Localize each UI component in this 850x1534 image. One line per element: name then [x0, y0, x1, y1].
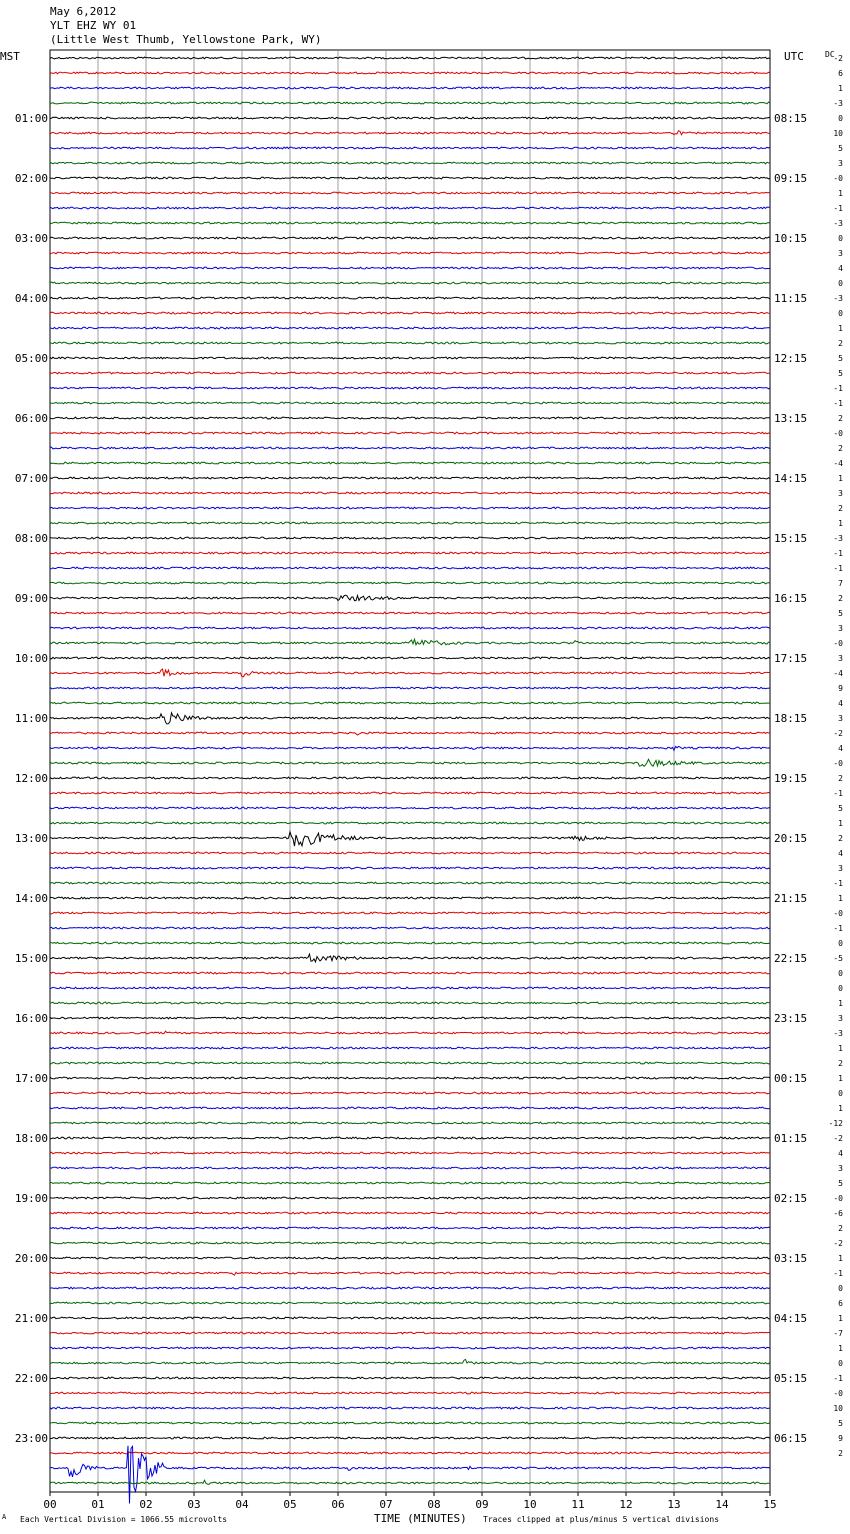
hour-label-left: 19:00: [14, 1192, 48, 1205]
trace-row: [50, 507, 770, 509]
hour-label-right: 22:15: [774, 952, 808, 965]
dc-offset-label: 5: [838, 1419, 843, 1428]
dc-offset-label: 0: [838, 984, 843, 993]
trace-row: [50, 87, 770, 89]
trace-row: [50, 1317, 770, 1319]
dc-offset-label: 3: [838, 489, 843, 498]
dc-offset-label: 1: [838, 1074, 843, 1083]
dc-offset-label: 0: [838, 309, 843, 318]
dc-offset-label: -2: [833, 54, 843, 63]
dc-offset-label: -0: [833, 909, 843, 918]
hour-label-left: 03:00: [14, 232, 48, 245]
dc-offset-label: -1: [833, 384, 843, 393]
header-location: (Little West Thumb, Yellowstone Park, WY): [50, 33, 322, 46]
x-tick-label: 13: [667, 1498, 681, 1511]
dc-offset-label: 3: [838, 159, 843, 168]
trace-row: [50, 942, 770, 944]
trace-row: [50, 102, 770, 104]
trace-row: [50, 713, 770, 724]
dc-offset-label: -6: [833, 1209, 843, 1218]
dc-offset-label: 0: [838, 1359, 843, 1368]
x-tick-label: 03: [187, 1498, 201, 1511]
x-tick-label: 11: [571, 1498, 585, 1511]
corner-mark: A: [2, 1513, 7, 1521]
dc-offset-label: 0: [838, 969, 843, 978]
trace-row: [50, 1407, 770, 1409]
dc-offset-label: 2: [838, 339, 843, 348]
trace-row: [50, 131, 770, 135]
dc-offset-label: 7: [838, 579, 843, 588]
x-tick-label: 10: [523, 1498, 537, 1511]
trace-row: [50, 1242, 770, 1244]
dc-offset-label: -3: [833, 99, 843, 108]
dc-offset-label: -2: [833, 1239, 843, 1248]
trace-row: [50, 1437, 770, 1439]
trace-row: [50, 792, 770, 794]
trace-row: [50, 1287, 770, 1289]
x-tick-label: 09: [475, 1498, 489, 1511]
trace-row: [50, 357, 770, 359]
dc-offset-label: 2: [838, 1449, 843, 1458]
x-tick-label: 05: [283, 1498, 297, 1511]
dc-offset-label: 5: [838, 1179, 843, 1188]
scale-note: Each Vertical Division = 1066.55 microvolts: [20, 1515, 228, 1524]
hour-label-left: 09:00: [14, 592, 48, 605]
hour-label-left: 21:00: [14, 1312, 48, 1325]
trace-row: [50, 1077, 770, 1079]
hour-label-left: 01:00: [14, 112, 48, 125]
dc-offset-label: -1: [833, 1374, 843, 1383]
trace-row: [50, 207, 770, 209]
dc-offset-label: -1: [833, 399, 843, 408]
x-tick-label: 04: [235, 1498, 249, 1511]
trace-row: [50, 1167, 770, 1169]
dc-offset-label: 5: [838, 369, 843, 378]
hour-label-left: 07:00: [14, 472, 48, 485]
dc-offset-label: 0: [838, 234, 843, 243]
dc-offset-label: -1: [833, 549, 843, 558]
dc-offset-label: -2: [833, 729, 843, 738]
hour-label-right: 06:15: [774, 1432, 808, 1445]
dc-offset-label: 0: [838, 279, 843, 288]
trace-row: [50, 777, 770, 779]
dc-offset-label: 2: [838, 504, 843, 513]
trace-row: [50, 1359, 770, 1364]
trace-row: [50, 627, 770, 629]
dc-offset-label: 9: [838, 684, 843, 693]
hour-label-right: 21:15: [774, 892, 808, 905]
hour-label-right: 13:15: [774, 412, 808, 425]
hour-label-left: 06:00: [14, 412, 48, 425]
dc-offset-label: -0: [833, 1389, 843, 1398]
dc-offset-label: 1: [838, 1044, 843, 1053]
trace-row: [50, 1392, 770, 1394]
trace-row: [50, 252, 770, 254]
dc-offset-label: -12: [828, 1119, 843, 1128]
hour-label-right: 09:15: [774, 172, 808, 185]
x-axis-label: TIME (MINUTES): [374, 1512, 467, 1525]
trace-row: [50, 1031, 770, 1034]
hour-label-right: 02:15: [774, 1192, 808, 1205]
left-timezone-label: MST: [0, 50, 20, 63]
trace-row: [50, 1446, 770, 1504]
dc-offset-label: -2: [833, 1134, 843, 1143]
dc-offset-label: 3: [838, 1014, 843, 1023]
hour-label-left: 14:00: [14, 892, 48, 905]
hour-label-right: 00:15: [774, 1072, 808, 1085]
hour-label-right: 08:15: [774, 112, 808, 125]
hour-label-right: 12:15: [774, 352, 808, 365]
dc-offset-label: 4: [838, 264, 843, 273]
trace-row: [50, 432, 770, 434]
dc-offset-label: 6: [838, 1299, 843, 1308]
x-tick-label: 07: [379, 1498, 393, 1511]
x-tick-label: 01: [91, 1498, 105, 1511]
trace-row: [50, 312, 770, 314]
dc-offset-label: 2: [838, 594, 843, 603]
trace-row: [50, 522, 770, 524]
dc-offset-label: 1: [838, 1104, 843, 1113]
trace-row: [50, 282, 770, 284]
hour-label-left: 04:00: [14, 292, 48, 305]
trace-row: [50, 1137, 770, 1139]
dc-offset-label: 3: [838, 714, 843, 723]
hour-label-left: 10:00: [14, 652, 48, 665]
trace-row: [50, 972, 770, 974]
trace-row: [50, 492, 770, 494]
dc-offset-label: 1: [838, 1254, 843, 1263]
trace-row: [50, 537, 770, 539]
dc-offset-label: -1: [833, 924, 843, 933]
trace-row: [50, 1122, 770, 1124]
trace-row: [50, 552, 770, 554]
trace-row: [50, 1377, 770, 1379]
trace-row: [50, 177, 770, 179]
hour-label-right: 14:15: [774, 472, 808, 485]
dc-offset-label: 3: [838, 654, 843, 663]
trace-row: [50, 117, 770, 119]
trace-row: [50, 342, 770, 344]
x-tick-label: 00: [43, 1498, 57, 1511]
trace-row: [50, 927, 770, 929]
trace-row: [50, 1197, 770, 1199]
trace-row: [50, 1047, 770, 1049]
trace-row: [50, 1017, 770, 1019]
trace-row: [50, 732, 770, 735]
dc-offset-label: 0: [838, 1089, 843, 1098]
dc-offset-label: 1: [838, 1314, 843, 1323]
trace-row: [50, 1332, 770, 1334]
x-tick-label: 06: [331, 1498, 345, 1511]
x-tick-label: 12: [619, 1498, 633, 1511]
dc-offset-label: 2: [838, 834, 843, 843]
hour-label-left: 20:00: [14, 1252, 48, 1265]
trace-row: [50, 832, 770, 846]
dc-offset-label: 5: [838, 804, 843, 813]
x-tick-label: 15: [763, 1498, 777, 1511]
trace-row: [50, 1182, 770, 1184]
dc-offset-label: 2: [838, 444, 843, 453]
clip-note: Traces clipped at plus/minus 5 vertical divisions: [483, 1515, 720, 1524]
trace-row: [50, 954, 770, 962]
dc-offset-label: -0: [833, 174, 843, 183]
dc-offset-label: -1: [833, 204, 843, 213]
plot-frame: [50, 50, 770, 1492]
dc-offset-label: 1: [838, 519, 843, 528]
trace-row: [50, 447, 770, 449]
trace-row: [50, 1107, 770, 1109]
dc-offset-label: 0: [838, 1284, 843, 1293]
trace-row: [50, 807, 770, 809]
dc-offset-label: 0: [838, 114, 843, 123]
dc-offset-label: 1: [838, 324, 843, 333]
dc-offset-label: 1: [838, 474, 843, 483]
hour-label-right: 04:15: [774, 1312, 808, 1325]
dc-offset-label: -0: [833, 639, 843, 648]
hour-label-right: 19:15: [774, 772, 808, 785]
hour-label-right: 11:15: [774, 292, 808, 305]
dc-offset-label: 0: [838, 939, 843, 948]
trace-row: [50, 1347, 770, 1349]
hour-label-left: 12:00: [14, 772, 48, 785]
dc-offset-label: -3: [833, 219, 843, 228]
header-date: May 6,2012: [50, 5, 117, 18]
trace-row: [50, 702, 770, 704]
x-tick-label: 14: [715, 1498, 729, 1511]
trace-row: [50, 1272, 770, 1275]
dc-offset-label: -0: [833, 759, 843, 768]
dc-offset-label: 10: [833, 129, 843, 138]
hour-label-right: 16:15: [774, 592, 808, 605]
trace-row: [50, 582, 770, 584]
trace-row: [50, 852, 770, 854]
dc-offset-label: 4: [838, 1149, 843, 1158]
trace-row: [50, 882, 770, 884]
dc-offset-label: 2: [838, 774, 843, 783]
hour-label-right: 05:15: [774, 1372, 808, 1385]
hour-label-left: 15:00: [14, 952, 48, 965]
hour-label-right: 15:15: [774, 532, 808, 545]
trace-row: [50, 912, 770, 914]
header-station: YLT EHZ WY 01: [50, 19, 137, 32]
dc-header-label: DC: [825, 50, 835, 59]
dc-offset-label: -1: [833, 564, 843, 573]
dc-offset-label: 1: [838, 1344, 843, 1353]
dc-offset-label: 3: [838, 1164, 843, 1173]
trace-row: [50, 417, 770, 419]
dc-offset-label: 1: [838, 84, 843, 93]
hour-label-right: 17:15: [774, 652, 808, 665]
trace-row: [50, 402, 770, 404]
trace-row: [50, 612, 770, 614]
dc-offset-label: 3: [838, 864, 843, 873]
trace-row: [50, 639, 770, 645]
hour-label-left: 17:00: [14, 1072, 48, 1085]
dc-offset-label: 10: [833, 1404, 843, 1413]
dc-offset-label: 5: [838, 609, 843, 618]
trace-row: [50, 147, 770, 149]
trace-row: [50, 1452, 770, 1454]
trace-row: [50, 897, 770, 899]
dc-offset-label: -1: [833, 1269, 843, 1278]
trace-row: [50, 1152, 770, 1154]
hour-label-left: 02:00: [14, 172, 48, 185]
trace-row: [50, 1480, 770, 1484]
dc-offset-label: -7: [833, 1329, 843, 1338]
trace-row: [50, 1092, 770, 1094]
trace-row: [50, 192, 770, 194]
trace-row: [50, 657, 770, 659]
trace-row: [50, 372, 770, 374]
dc-offset-label: 3: [838, 624, 843, 633]
trace-row: [50, 162, 770, 164]
trace-row: [50, 595, 770, 600]
trace-row: [50, 1257, 770, 1259]
trace-row: [50, 1227, 770, 1229]
trace-row: [50, 237, 770, 239]
trace-row: [50, 987, 770, 989]
trace-row: [50, 477, 770, 479]
trace-row: [50, 867, 770, 869]
hour-label-right: 01:15: [774, 1132, 808, 1145]
trace-row: [50, 1422, 770, 1424]
hour-label-left: 23:00: [14, 1432, 48, 1445]
trace-row: [50, 669, 770, 677]
dc-offset-label: 4: [838, 849, 843, 858]
trace-row: [50, 1002, 770, 1004]
trace-row: [50, 687, 770, 689]
hour-label-left: 18:00: [14, 1132, 48, 1145]
trace-row: [50, 759, 770, 766]
hour-label-left: 13:00: [14, 832, 48, 845]
dc-offset-label: 4: [838, 744, 843, 753]
dc-offset-label: 1: [838, 999, 843, 1008]
dc-offset-label: -1: [833, 789, 843, 798]
dc-offset-label: -3: [833, 1029, 843, 1038]
hour-label-right: 10:15: [774, 232, 808, 245]
hour-label-right: 23:15: [774, 1012, 808, 1025]
hour-label-left: 16:00: [14, 1012, 48, 1025]
dc-offset-label: 5: [838, 354, 843, 363]
dc-offset-label: -3: [833, 294, 843, 303]
dc-offset-label: -4: [833, 669, 843, 678]
trace-row: [50, 267, 770, 269]
trace-row: [50, 1302, 770, 1304]
x-tick-label: 02: [139, 1498, 153, 1511]
dc-offset-label: 5: [838, 144, 843, 153]
hour-label-left: 11:00: [14, 712, 48, 725]
dc-offset-label: 2: [838, 1224, 843, 1233]
dc-offset-label: 3: [838, 249, 843, 258]
dc-offset-label: -5: [833, 954, 843, 963]
dc-offset-label: -1: [833, 879, 843, 888]
dc-offset-label: 1: [838, 894, 843, 903]
trace-row: [50, 222, 770, 224]
trace-row: [50, 387, 770, 389]
trace-row: [50, 567, 770, 569]
hour-label-left: 22:00: [14, 1372, 48, 1385]
trace-row: [50, 747, 770, 751]
trace-row: [50, 1212, 770, 1214]
dc-offset-label: 1: [838, 189, 843, 198]
dc-offset-label: -4: [833, 459, 843, 468]
dc-offset-label: 4: [838, 699, 843, 708]
hour-label-left: 05:00: [14, 352, 48, 365]
trace-row: [50, 57, 770, 59]
hour-label-right: 20:15: [774, 832, 808, 845]
dc-offset-label: 9: [838, 1434, 843, 1443]
x-tick-label: 08: [427, 1498, 441, 1511]
trace-row: [50, 72, 770, 74]
dc-offset-label: 6: [838, 69, 843, 78]
dc-offset-label: -0: [833, 429, 843, 438]
dc-offset-label: 2: [838, 1059, 843, 1068]
hour-label-left: 08:00: [14, 532, 48, 545]
trace-row: [50, 327, 770, 329]
trace-row: [50, 1062, 770, 1064]
hour-label-right: 18:15: [774, 712, 808, 725]
trace-row: [50, 297, 770, 299]
dc-offset-label: -0: [833, 1194, 843, 1203]
trace-row: [50, 462, 770, 464]
dc-offset-label: 2: [838, 414, 843, 423]
dc-offset-label: -3: [833, 534, 843, 543]
hour-label-right: 03:15: [774, 1252, 808, 1265]
trace-row: [50, 822, 770, 824]
right-timezone-label: UTC: [784, 50, 804, 63]
dc-offset-label: 1: [838, 819, 843, 828]
